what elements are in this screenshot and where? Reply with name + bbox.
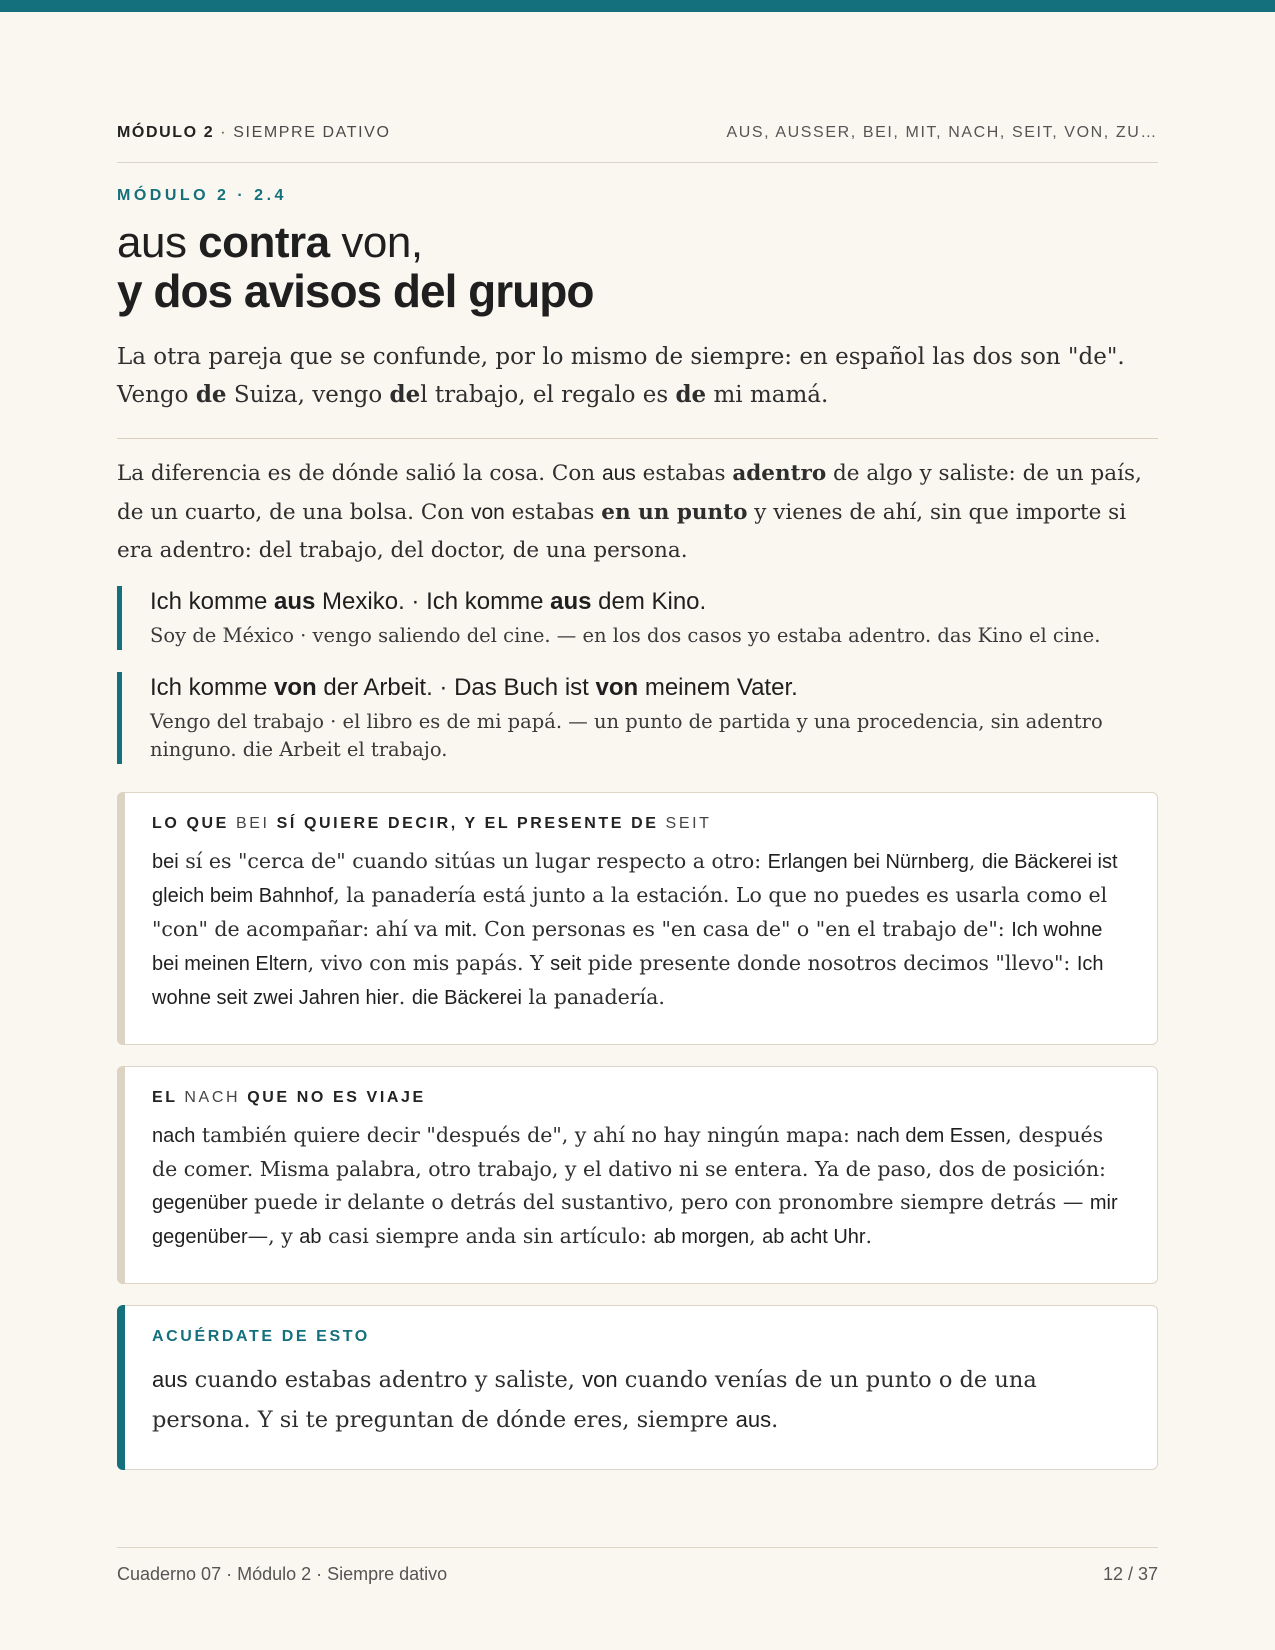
example-german: Ich komme aus Mexiko. · Ich komme aus dem Kino. [150,588,707,615]
body-paragraph: La diferencia es de dónde salió la cosa. Con aus estabas adentro de algo y saliste: de un país, de un cuarto, de una bolsa. Con von estabas en un punto y vienes de ahí, sin que importe si era adentro: del trabajo, del doctor, de una persona. [117,461,1142,563]
section-kicker: MÓDULO 2 · 2.4 [117,187,287,204]
page-number: 12 / 37 [1102,1564,1158,1584]
note-box-bei-seit [117,792,1158,1045]
reminder-box [117,1305,1158,1470]
title-word: von, [329,218,423,267]
example-translation: Soy de México · vengo saliendo del cine. — en los dos casos yo estaba adentro. das Kino el cine. [150,624,1101,647]
box-title: EL NACH QUE NO ES VIAJE [152,1089,426,1106]
page-footer [117,1547,1158,1584]
box-title: ACUÉRDATE DE ESTO [152,1328,370,1345]
example-block-von [117,672,1158,764]
example-german: Ich komme von der Arbeit. · Das Buch ist von meinem Vater. [150,674,798,701]
header-module-name: · SIEMPRE DATIVO [214,124,391,141]
box-body: nach también quiere decir "después de", y ahí no hay ningún mapa: nach dem Essen, después de comer. Misma palabra, otro trabajo, y el dativo ni se entera. Ya de paso, dos de posición: gegenüber puede ir delante o detrás del sustantivo, pero con pronombre siempre detrás — mir gegenüber—, y ab casi siempre anda sin artículo: ab morgen, ab acht Uhr. [152,1123,1118,1248]
example-translation: Vengo del trabajo · el libro es de mi papá. — un punto de partida y una procedencia, sin adentro ninguno. die Arbeit el trabajo. [150,710,1103,761]
title-word-bold: contra [198,218,330,267]
example-block-aus [117,586,1158,650]
box-side-bar [117,1066,125,1284]
title-line-2: y dos avisos del grupo [117,265,594,317]
footer-title: Cuaderno 07 · Módulo 2 · Siempre dativo [117,1564,448,1584]
header-topics: AUS, AUSSER, BEI, MIT, NACH, SEIT, VON, ZU… [726,124,1158,141]
page-title [117,218,593,316]
header-module [117,124,391,142]
box-title: LO QUE BEI SÍ QUIERE DECIR, Y EL PRESENTE DE SEIT [152,815,712,832]
lead-paragraph: La otra pareja que se confunde, por lo mismo de siempre: en español las dos son "de". Vengo de Suiza, vengo del trabajo, el regalo es de mi mamá. [117,344,1125,408]
title-word: aus [117,218,199,267]
top-accent-bar [0,0,1275,12]
box-side-bar [117,792,125,1045]
box-body: bei sí es "cerca de" cuando sitúas un lugar respecto a otro: Erlangen bei Nürnberg, die Bäckerei ist gleich beim Bahnhof, la panadería está junto a la estación. Lo que no puedes es usarla como el "con" de acompañar: ahí va mit. Con personas es "en casa de" o "en el trabajo de": Ich wohne bei meinen Eltern, vivo con mis papás. Y seit pide presente donde nosotros decimos "llevo": Ich wohne seit zwei Jahren hier. die Bäckerei la panadería. [152,849,1118,1009]
divider [117,438,1158,439]
box-body: aus cuando estabas adentro y saliste, von cuando venías de un punto o de una persona. Y si te preguntan de dónde eres, siempre aus. [152,1367,1037,1433]
header-module-number: MÓDULO 2 [117,124,215,141]
running-header [117,122,1158,163]
note-box-nach [117,1066,1158,1284]
box-side-bar [117,1305,125,1470]
